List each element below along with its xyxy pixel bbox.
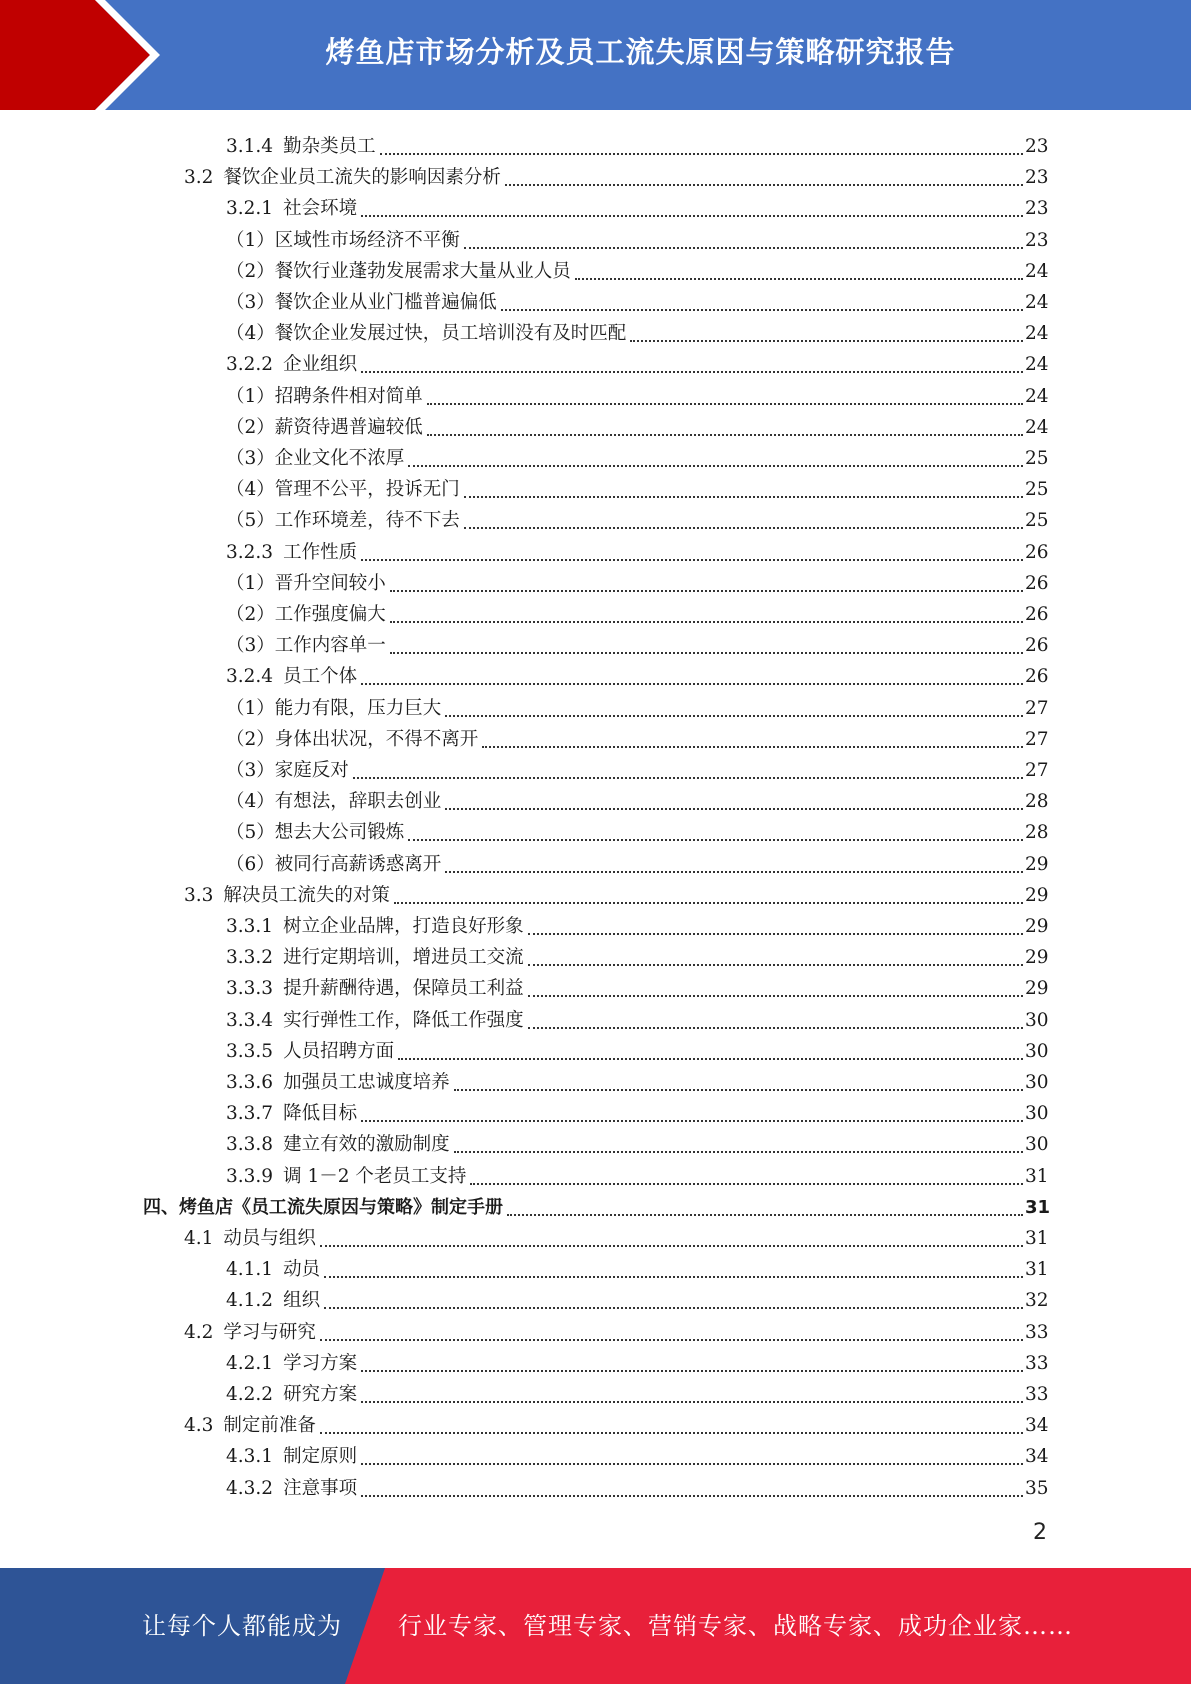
toc-leader-dots [320,1244,1023,1247]
toc-leader-dots [390,589,1023,592]
toc-entry-number: 4.1.2 [226,1290,274,1312]
toc-leader-dots [427,433,1023,436]
toc-entry-title: 餐饮行业蓬勃发展需求大量从业人员 [274,260,571,282]
toc-entry-page: 23 [1025,198,1049,220]
toc-entry-number: 3.3.5 [226,1040,274,1062]
toc-entry-page: 34 [1025,1446,1049,1468]
toc-entry-page: 31 [1025,1165,1049,1187]
toc-entry[interactable] [226,721,1047,752]
toc-entry-page: 24 [1025,323,1049,345]
toc-entry-title: 加强员工忠诚度培养 [283,1072,450,1093]
toc-entry[interactable] [143,1189,1051,1220]
toc-entry[interactable] [226,128,1047,159]
toc-entry-number: 3.3 [184,884,214,906]
toc-entry-number: 3.3.6 [226,1072,274,1093]
toc-entry-number: （2） [226,260,275,282]
toc-leader-dots [390,651,1023,654]
footer-slogan-right: 行业专家、管理专家、营销专家、战略专家、成功企业家…… [398,1612,1073,1640]
toc-entry[interactable] [226,846,1047,877]
toc-entry-page: 30 [1025,1103,1049,1125]
toc-entry[interactable] [226,346,1047,377]
toc-entry-title: 能力有限，压力巨大 [274,697,442,719]
toc-entry-number: 3.3.7 [226,1103,274,1125]
toc-entry-page: 28 [1025,791,1049,813]
toc-entry[interactable] [226,1126,1047,1157]
toc-entry-page: 26 [1025,541,1049,563]
toc-entry-title: 管理不公平，投诉无门 [274,479,460,501]
toc-entry[interactable] [226,908,1047,939]
toc-leader-dots [361,558,1023,561]
toc-entry[interactable] [226,752,1047,783]
toc-entry[interactable] [226,1002,1047,1033]
toc-entry[interactable] [226,814,1047,845]
toc-leader-dots [528,994,1023,997]
toc-entry-number: （6） [226,853,275,875]
toc-entry-page: 29 [1025,947,1049,969]
report-title: 烤鱼店市场分析及员工流失原因与策略研究报告 [325,34,956,69]
toc-entry-number: （1） [226,697,275,719]
toc-entry-number: （5） [226,510,275,532]
toc-entry-number: 4.3 [184,1415,214,1437]
toc-entry-page: 25 [1025,448,1049,469]
toc-entry[interactable] [226,1470,1047,1501]
toc-entry-number: 3.2.1 [226,198,274,220]
toc-entry[interactable] [226,1158,1047,1189]
toc-entry-title: 企业文化不浓厚 [274,448,405,469]
toc-leader-dots [361,1462,1023,1465]
toc-entry-number: 3.3.4 [226,1009,274,1031]
toc-entry[interactable] [226,222,1047,253]
toc-entry-page: 29 [1025,978,1049,1000]
toc-entry-title: 进行定期培训，增进员工交流 [283,947,524,969]
toc-entry[interactable] [226,783,1047,814]
toc-entry-number: 4.2.1 [226,1352,274,1374]
toc-entry[interactable] [226,315,1047,346]
toc-entry[interactable] [226,1282,1047,1313]
toc-entry-title: 家庭反对 [274,760,349,781]
toc-entry-page: 31 [1025,1228,1049,1249]
toc-entry[interactable] [226,253,1047,284]
toc-entry-title: 餐饮企业从业门槛普遍偏低 [274,292,497,313]
toc-leader-dots [380,152,1023,155]
toc-entry[interactable] [226,690,1047,721]
toc-entry-title: 薪资待遇普遍较低 [274,416,423,438]
toc-entry[interactable] [184,877,1047,908]
toc-entry-number: 4.3.2 [226,1477,274,1499]
toc-entry[interactable] [226,1251,1047,1282]
toc-entry-page: 27 [1025,760,1049,781]
toc-leader-dots [361,1400,1023,1403]
toc-entry-number: （5） [226,822,275,844]
toc-leader-dots [361,1494,1023,1497]
toc-entry-title: 工作性质 [283,541,358,563]
toc-entry-title: 餐饮企业员工流失的影响因素分析 [223,167,501,189]
toc-entry-title: 动员与组织 [223,1228,316,1249]
toc-entry-number: 4.2 [184,1321,214,1343]
toc-entry-title: 注意事项 [283,1477,358,1499]
toc-entry-page: 29 [1025,916,1049,937]
toc-entry-page: 33 [1025,1352,1049,1374]
toc-leader-dots [445,807,1023,810]
toc-leader-dots [528,1026,1023,1029]
toc-leader-dots [324,1275,1023,1278]
toc-entry-number: （2） [226,416,275,438]
toc-leader-dots [464,246,1023,249]
footer-slogan-left: 让每个人都能成为 [142,1612,342,1640]
toc-entry-number: （3） [226,448,275,469]
toc-leader-dots [398,1057,1023,1060]
toc-entry-title: 想去大公司锻炼 [274,822,405,844]
toc-leader-dots [445,714,1023,717]
toc-entry-page: 30 [1025,1072,1049,1093]
toc-entry[interactable] [226,378,1047,409]
toc-entry-number: 3.3.2 [226,947,274,969]
toc-entry-number: 3.2.4 [226,666,274,688]
toc-entry-page: 26 [1025,572,1049,594]
toc-entry-number: （1） [226,229,275,251]
toc-entry-title: 人员招聘方面 [283,1040,395,1062]
toc-leader-dots [630,339,1023,342]
toc-entry-page: 24 [1025,260,1049,282]
toc-entry-page: 34 [1025,1415,1049,1437]
toc-entry[interactable] [184,1220,1047,1251]
toc-leader-dots [390,620,1023,623]
toc-entry[interactable] [226,596,1047,627]
toc-entry[interactable] [226,1345,1047,1376]
toc-entry-number: （3） [226,635,275,657]
toc-entry-page: 32 [1025,1290,1049,1312]
toc-entry-title: 学习方案 [283,1352,358,1374]
toc-leader-dots [320,1431,1023,1434]
toc-entry-number: 3.2.2 [226,354,274,376]
page-number: 2 [1033,1520,1047,1545]
toc-leader-dots [353,776,1023,779]
toc-entry[interactable] [226,190,1047,221]
toc-entry[interactable] [226,502,1047,533]
toc-entry-page: 25 [1025,479,1049,501]
toc-entry-page: 23 [1025,167,1049,189]
toc-entry-number: 3.3.1 [226,916,274,937]
toc-entry-title: 建立有效的激励制度 [283,1134,450,1156]
toc-entry-number: 3.3.9 [226,1165,274,1187]
toc-entry-page: 28 [1025,822,1049,844]
toc-leader-dots [507,1213,1023,1216]
toc-entry-title: 工作强度偏大 [274,604,386,625]
toc-entry-title: 被同行高薪诱惑离开 [274,853,442,875]
toc-entry-page: 26 [1025,635,1049,657]
toc-entry-page: 24 [1025,416,1049,438]
toc-leader-dots [454,1088,1023,1091]
toc-leader-dots [361,1119,1023,1122]
toc-entry[interactable] [226,409,1047,440]
toc-leader-dots [528,932,1023,935]
toc-entry-number: 4.1.1 [226,1259,274,1281]
toc-entry-page: 33 [1025,1321,1049,1343]
toc-entry-title: 实行弹性工作，降低工作强度 [283,1009,524,1031]
toc-entry[interactable] [226,471,1047,502]
toc-entry-page: 24 [1025,292,1049,313]
toc-entry-title: 有想法，辞职去创业 [274,791,442,813]
toc-entry[interactable] [226,627,1047,658]
toc-entry-title: 学习与研究 [223,1321,316,1343]
toc-entry-page: 31 [1025,1196,1051,1218]
toc-entry-page: 30 [1025,1040,1049,1062]
toc-entry-title: 晋升空间较小 [274,572,386,594]
toc-entry-number: （4） [226,479,275,501]
toc-entry-number: （2） [226,604,275,625]
toc-entry[interactable] [226,1095,1047,1126]
toc-leader-dots [501,308,1023,311]
toc-entry-title: 企业组织 [283,354,358,376]
toc-entry-page: 29 [1025,884,1049,906]
toc-entry-page: 26 [1025,604,1049,625]
toc-leader-dots [482,745,1023,748]
toc-leader-dots [427,402,1023,405]
toc-entry-page: 27 [1025,697,1049,719]
toc-entry-title: 餐饮企业发展过快，员工培训没有及时匹配 [274,323,627,345]
toc-entry-title: 提升薪酬待遇，保障员工利益 [283,978,524,1000]
toc-entry-page: 26 [1025,666,1049,688]
toc-entry-title: 勤杂类员工 [283,136,376,157]
toc-leader-dots [361,370,1023,373]
toc-entry[interactable] [226,658,1047,689]
toc-entry-number: （3） [226,760,275,781]
toc-entry[interactable] [184,159,1047,190]
toc-leader-dots [320,1338,1023,1341]
toc-entry-title: 树立企业品牌，打造良好形象 [283,916,524,937]
toc-entry-number: 3.2.3 [226,541,274,563]
toc-entry[interactable] [226,939,1047,970]
toc-entry-number: 3.3.8 [226,1134,274,1156]
toc-entry-title: 组织 [283,1290,321,1312]
toc-entry-number: 4.2.2 [226,1384,274,1405]
toc-entry-number: （3） [226,292,275,313]
toc-leader-dots [324,1306,1023,1309]
toc-entry-title: 烤鱼店《员工流失原因与策略》制定手册 [179,1196,503,1218]
toc-leader-dots [361,1369,1023,1372]
toc-entry[interactable] [226,1064,1047,1095]
toc-entry-number: 4.3.1 [226,1446,274,1468]
toc-leader-dots [464,495,1023,498]
toc-entry-title: 降低目标 [283,1103,358,1125]
toc-entry-title: 研究方案 [283,1384,358,1405]
toc-entry-title: 解决员工流失的对策 [223,884,390,906]
toc-entry-page: 30 [1025,1009,1049,1031]
toc-entry-title: 区域性市场经济不平衡 [274,229,460,251]
toc-entry-title: 制定原则 [283,1446,358,1468]
toc-entry-page: 23 [1025,229,1049,251]
toc-entry-number: 3.2 [184,167,214,189]
toc-entry[interactable] [226,1438,1047,1469]
toc-leader-dots [464,526,1023,529]
toc-entry-number: （4） [226,791,275,813]
toc-entry-page: 35 [1025,1477,1049,1499]
toc-entry-page: 24 [1025,354,1049,376]
toc-entry-title: 调 1－2 个老员工支持 [283,1165,467,1187]
toc-entry-page: 31 [1025,1259,1049,1281]
toc-leader-dots [394,901,1023,904]
page-header [0,0,1191,110]
toc-entry-number: 4.1 [184,1228,214,1249]
toc-entry-number: （1） [226,385,275,407]
toc-leader-dots [408,464,1023,467]
page-footer [0,1568,1191,1684]
toc-entry-page: 23 [1025,136,1049,157]
toc-entry-page: 29 [1025,853,1049,875]
toc-entry-page: 25 [1025,510,1049,532]
toc-entry-number: （4） [226,323,275,345]
toc-leader-dots [470,1182,1023,1185]
toc-leader-dots [361,214,1023,217]
toc-leader-dots [528,963,1023,966]
toc-entry-title: 社会环境 [283,198,358,220]
toc-leader-dots [361,682,1023,685]
toc-entry-page: 30 [1025,1134,1049,1156]
toc-entry-number: （1） [226,572,275,594]
toc-entry-title: 招聘条件相对简单 [274,385,423,407]
toc-entry-title: 身体出状况，不得不离开 [274,728,479,750]
toc-entry-number: 3.3.3 [226,978,274,1000]
toc-entry-page: 27 [1025,728,1049,750]
header-red-chevron [0,0,160,110]
toc-entry-page: 33 [1025,1384,1049,1405]
toc-entry-number: 3.1.4 [226,136,274,157]
toc-entry-title: 动员 [283,1259,321,1281]
toc-entry[interactable] [226,534,1047,565]
toc-entry-title: 工作环境差，待不下去 [274,510,460,532]
toc-leader-dots [575,277,1023,280]
toc-entry[interactable] [226,970,1047,1001]
toc-entry-number: （2） [226,728,275,750]
toc-entry-title: 工作内容单一 [274,635,386,657]
toc-entry[interactable] [184,1314,1047,1345]
toc-entry[interactable] [226,565,1047,596]
toc-entry-title: 员工个体 [283,666,358,688]
toc-entry-page: 24 [1025,385,1049,407]
toc-entry[interactable] [226,440,1047,471]
toc-entry-number: 四、 [143,1196,179,1218]
toc-entry[interactable] [226,284,1047,315]
toc-leader-dots [454,1150,1023,1153]
toc-leader-dots [445,870,1023,873]
toc-entry-title: 制定前准备 [223,1415,316,1437]
toc-entry[interactable] [184,1407,1047,1438]
toc-leader-dots [505,183,1023,186]
toc-leader-dots [408,838,1023,841]
toc-entry[interactable] [226,1033,1047,1064]
toc-entry[interactable] [226,1376,1047,1407]
